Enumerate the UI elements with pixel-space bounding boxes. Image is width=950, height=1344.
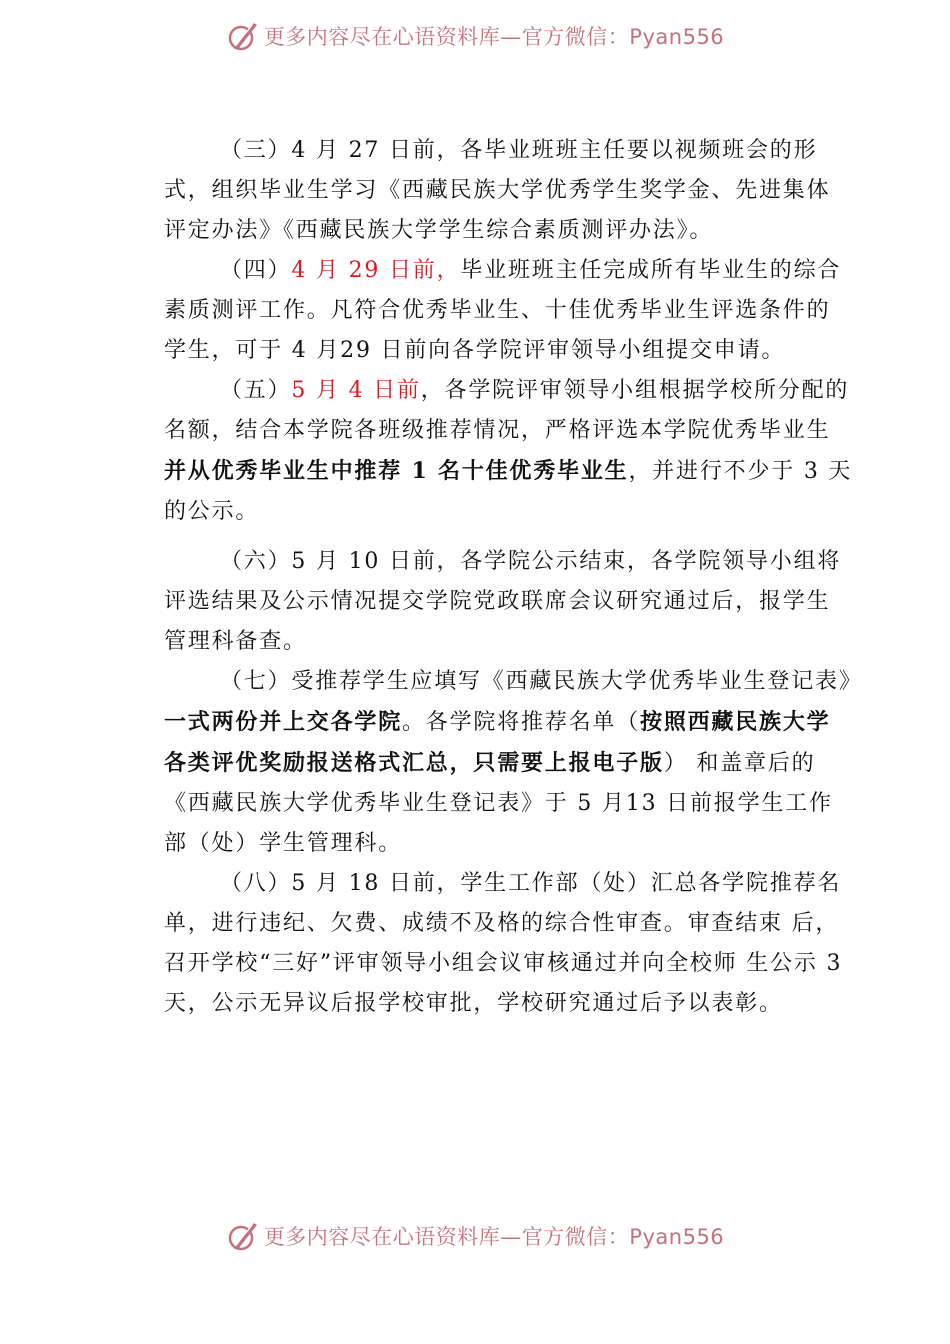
text-segment: 毕业班班主任完成所有毕业生的综合素质测评工作。凡符合优秀毕业生、十佳优秀毕业生评选条件的学生，可于 4 月29 日前向各学院评审领导小组提交申请。 <box>164 258 842 363</box>
paragraph-p4 <box>164 251 854 371</box>
text-segment: （七）受推荐学生应填写《西藏民族大学优秀毕业生登记表》 <box>220 669 863 694</box>
text-segment: 4 月 29 日前， <box>291 258 461 283</box>
text-segment: （四） <box>220 258 292 283</box>
text-segment: ，并进行不少于 3 天的公示。 <box>164 459 853 524</box>
text-segment: （五） <box>220 378 292 403</box>
text-segment: ，各学院评审领导小组根据学校所分配的名额，结合本学院各班级推荐情况，严格评选本学院优秀毕业生 <box>164 378 850 443</box>
paragraph-p3 <box>164 131 854 251</box>
watermark-text: 更多内容尽在心语资料库—官方微信：Pyan556 <box>263 25 725 49</box>
footer-watermark <box>0 1214 950 1258</box>
paragraph-p6 <box>164 542 854 662</box>
text-segment: 。各学院将推荐名单（ <box>402 710 641 735</box>
logo-quill-icon <box>226 1219 260 1253</box>
text-segment: 按照西藏民族大学各类评优奖励报送格式汇总，只需要上报电子版 <box>164 709 831 776</box>
text-segment: （六）5 月 10 日前，各学院公示结束，各学院领导小组将评选结果及公示情况提交学院党政联席会议研究通过后，报学生管理科备查。 <box>164 549 842 654</box>
text-segment: 5 月 4 日前 <box>291 378 421 403</box>
text-segment: 一式两份并上交各学院 <box>164 709 403 735</box>
text-segment: 并从优秀毕业生中推荐 1 名十佳优秀毕业生 <box>164 458 629 484</box>
logo-quill-icon <box>226 19 260 53</box>
text-segment: （八）5 月 18 日前，学生工作部（处）汇总各学院推荐名单，进行违纪、欠费、成绩不及格的综合性审查。审查结束 后，召开学校“三好”评审领导小组会议审核通过并向全校师 生公示 3 天，公示无异议后报学校审批，学校研究通过后予以表彰。 <box>164 871 843 1016</box>
text-segment: ） 和盖章后的《西藏民族大学优秀毕业生登记表》于 5 月13 日前报学生工作部（处）学生管理科。 <box>164 751 833 856</box>
watermark-text: 更多内容尽在心语资料库—官方微信：Pyan556 <box>263 1225 725 1249</box>
paragraph-p7 <box>164 662 863 864</box>
text-segment: （三）4 月 27 日前，各毕业班班主任要以视频班会的形式，组织毕业生学习《西藏民族大学优秀学生奖学金、先进集体评定办法》《西藏民族大学学生综合素质测评办法》。 <box>164 138 831 243</box>
paragraph-p8 <box>164 864 854 1024</box>
paragraph-p5 <box>164 371 854 532</box>
document-body <box>164 131 863 1024</box>
header-watermark <box>0 14 950 58</box>
